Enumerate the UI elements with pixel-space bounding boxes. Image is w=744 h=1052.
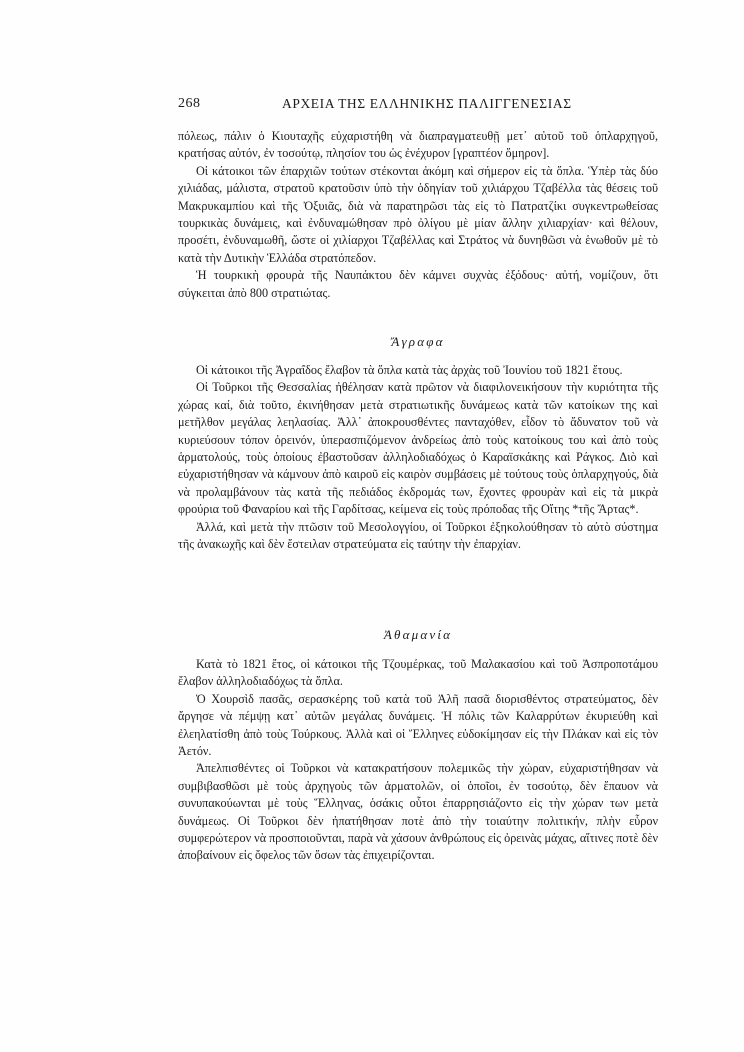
paragraph: Οἱ κάτοικοι τῶν ἐπαρχιῶν τούτων στέκονται ἀκόμη καὶ σήμερον εἰς τὰ ὅπλα. Ὑπὲρ τὰς δύο χιλιάδας, μάλιστα, στρατοῦ κρατοῦσιν ὑπὸ τὴν ὁδηγίαν τοῦ χιλιάρχου Τζαβέλλα τὰς θέσεις τοῦ Μακρυκαμπίου καὶ τῆς Ὀξυιᾶς, διὰ νὰ παρατηρῶσι τὰς εἰς τὸ Πατρατζίκι συγκεντρωθείσας τουρκικὰς δυνάμεις, καὶ ἐνδυναμώθησαν πρὸ ὀλίγου μὲ μίαν ἄλλην χιλιαρχίαν· καὶ θέλουν, προσέτι, ἐνδυναμωθῆ, ὥστε οἱ χιλίαρχοι Τζαβέλλας καὶ Στράτος νὰ δυνηθῶσι νὰ ἑνωθοῦν μὲ τὸ κατὰ τὴν Δυτικὴν Ἑλλάδα στρατόπεδον. (178, 163, 658, 265)
agrafa-text-block (178, 362, 658, 553)
paragraph: Ἀπελπισθέντες οἱ Τοῦρκοι νὰ κατακρατήσουν πολεμικῶς τὴν χώραν, εὐχαριστήθησαν νὰ συμβιβασθῶσι μὲ τοὺς ἀρχηγοὺς τῶν ἁρματολῶν, οἱ ὁποῖοι, ἐν τοσούτῳ, δὲν ἔπαυον νὰ συνυπακούωνται μὲ τοὺς Ἕλληνας, ὁσάκις οὗτοι ἐπαρρησιάζοντο εἰς τὴν χώραν των μετὰ δυνάμεως. Οἱ Τοῦρκοι δὲν ἠπατήθησαν ποτὲ ἀπὸ τὴν τοιαύτην πολιτικήν, πλὴν εὗρον συμφερώτερον νὰ προσποιοῦνται, παρὰ νὰ χάσουν ἀνθρώπους εἰς ὀρεινὰς μάχας, αἵτινες ποτὲ δὲν ἀποβαίνουν εἰς ὄφελος τῶν ὅσων τὰς ἐπιχειρίζονται. (178, 761, 658, 863)
intro-text-block (178, 128, 658, 302)
paragraph: Ἀλλά, καὶ μετὰ τὴν πτῶσιν τοῦ Μεσολογγίου, οἱ Τοῦρκοι ἐξηκολούθησαν τὸ αὐτὸ σύστημα τῆς ἀνακωχῆς καὶ δὲν ἔστειλαν στρατεύματα εἰς ταύτην τὴν ἐπαρχίαν. (178, 519, 658, 552)
athamania-text-block (178, 656, 658, 865)
paragraph: Οἱ Τοῦρκοι τῆς Θεσσαλίας ἠθέλησαν κατὰ πρῶτον νὰ διαφιλονεικήσουν τὴν κυριότητα τῆς χώρας καί, διὰ τοῦτο, ἐκινήθησαν μετὰ στρατιωτικῆς δυνάμεως κατὰ τῶν κατοίκων της καὶ μετῆλθον μεγάλας λεηλασίας. Ἀλλ᾽ ἀποκρουσθέντες πανταχόθεν, εἶδον τὸ ἄδυνατον τοῦ νὰ κυριεύσουν τόπον ὀρεινόν, ὑπερασπιζόμενον ἀνδρείως ἀπὸ τοὺς κατοίκους του καὶ ἀπὸ τοὺς ἁρματολούς, τοὺς ὁποίους ἐβαστοῦσαν ἀλληλοδιαδόχως ὁ Καραϊσκάκης καὶ Ράγκος. Διὸ καὶ εὐχαριστήθησαν νὰ κάμνουν ἀπὸ καιροῦ εἰς καιρὸν συμβάσεις μὲ τούτους τοὺς ὁπλαρχηγούς, διὰ νὰ προλαμβάνουν τὰς κατὰ τῆς πεδιάδος ἐκδρομάς των, ἔχοντες φρουρὰν καὶ εἰς τὰ μικρὰ φρούρια τοῦ Φαναρίου καὶ τῆς Γαρδίτσας, κείμενα εἰς τοὺς πρόποδας τῆς Οἴτης *τῆς Ἄρτας*. (178, 380, 658, 517)
page-header (178, 96, 658, 116)
page-number: 268 (178, 96, 201, 111)
paragraph: πόλεως, πάλιν ὁ Κιουταχῆς εὐχαριστήθη νὰ διαπραγματευθῇ μετ᾽ αὐτοῦ τοῦ ὁπλαρχηγοῦ, κρατήσας αὐτόν, ἐν τοσούτῳ, πλησίον του ὡς ἐνέχυρον [γραπτέον ὅμηρον]. (178, 129, 658, 161)
paragraph: Ἡ τουρκικὴ φρουρὰ τῆς Ναυπάκτου δὲν κάμνει συχνὰς ἐξόδους· αὐτή, νομίζουν, ὅτι σύγκειται ἀπὸ 800 στρατιώτας. (178, 268, 658, 300)
running-head: ΑΡΧΕΙΑ ΤΗΣ ΕΛΛΗΝΙΚΗΣ ΠΑΛΙΓΓΕΝΕΣΙΑΣ (282, 96, 572, 111)
paragraph: Κατὰ τὸ 1821 ἔτος, οἱ κάτοικοι τῆς Τζουμέρκας, τοῦ Μαλακασίου καὶ τοῦ Ἀσπροποτάμου ἔλαβον ἀλληλοδιαδόχως τὰ ὅπλα. (178, 657, 658, 689)
paragraph: Ὁ Χουρσὶδ πασᾶς, σερασκέρης τοῦ κατὰ τοῦ Ἀλῆ πασᾶ διορισθέντος στρατεύματος, δὲν ἄργησε νὰ πέμψῃ κατ᾽ αὐτῶν μεγάλας δυνάμεις. Ἡ πόλις τῶν Καλαρρύτων ἐκυριεύθη καὶ ἐλεηλατίσθη ἀπὸ τοὺς Τούρκους. Ἀλλὰ καὶ οἱ Ἕλληνες εὐδοκίμησαν εἰς τὴν Πλάκαν καὶ εἰς τὸν Ἀετόν. (178, 691, 658, 759)
section-title-agrafa: Ἄγραφα (391, 334, 445, 349)
paragraph: Οἱ κάτοικοι τῆς Ἀγραΐδος ἔλαβον τὰ ὅπλα κατὰ τὰς ἀρχὰς τοῦ Ἰουνίου τοῦ 1821 ἔτους. (196, 363, 623, 377)
section-title-athamania: Ἀθαμανία (383, 627, 453, 642)
